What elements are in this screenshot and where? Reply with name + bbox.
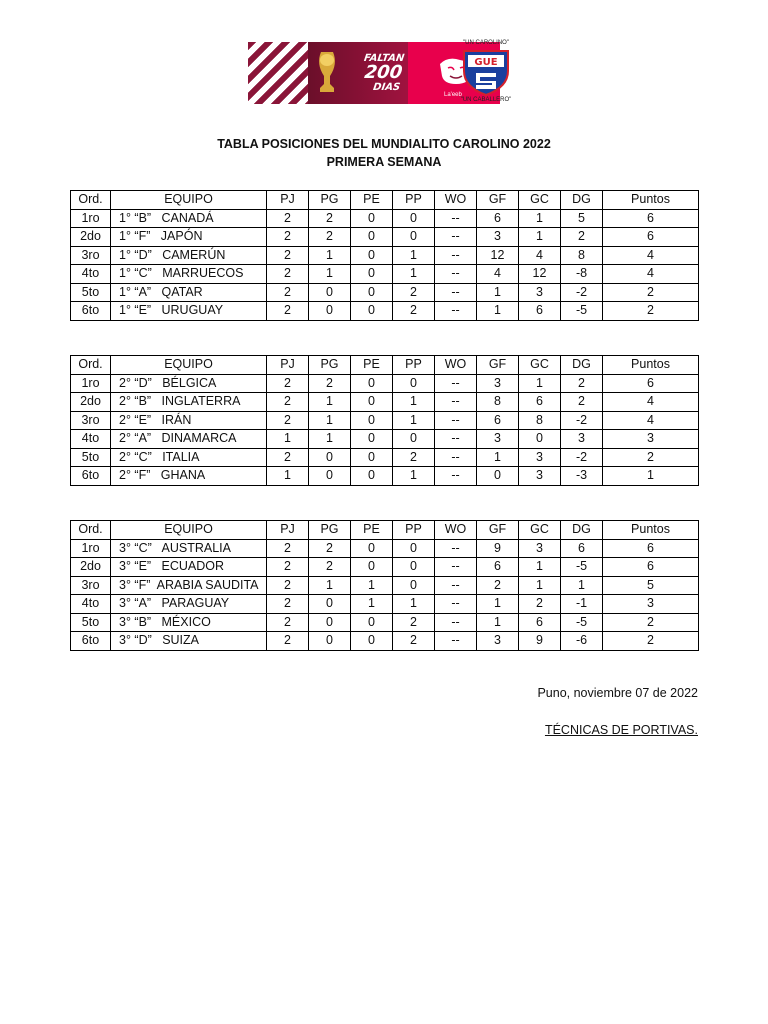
table-cell: 2 [603,302,699,321]
column-header: PG [309,356,351,375]
column-header: WO [435,356,477,375]
table-cell: 2 [477,576,519,595]
trophy-icon [314,50,340,94]
table-row [71,411,699,430]
table-cell: 2 [309,209,351,228]
table-cell: 3 [519,283,561,302]
table-cell: 6to [71,632,111,651]
team-cell: 2° “E” IRÁN [111,411,267,430]
table-cell: -- [435,558,477,577]
table-row [71,302,699,321]
table-row [71,374,699,393]
table-cell: 0 [351,228,393,247]
table-cell: 1 [309,265,351,284]
table-cell: 1 [477,595,519,614]
table-cell: 2 [309,539,351,558]
countdown-small: FALTAN [363,53,405,64]
table-row [71,632,699,651]
table-cell: -5 [561,613,603,632]
table-row [71,448,699,467]
table-cell: -- [435,467,477,486]
standings-table-1 [70,190,699,321]
table-cell: 0 [393,374,435,393]
table-cell: 2 [561,374,603,393]
table-row [71,283,699,302]
table-cell: 4to [71,430,111,449]
column-header: GF [477,356,519,375]
table-cell: 0 [309,613,351,632]
table-cell: 3 [477,374,519,393]
table-cell: 2 [267,448,309,467]
table-cell: 1 [477,283,519,302]
table-cell: -- [435,430,477,449]
table-cell: 1 [519,228,561,247]
team-cell: 3° “C” AUSTRALIA [111,539,267,558]
column-header: PE [351,521,393,540]
table-cell: 3 [477,228,519,247]
table-row [71,209,699,228]
table-cell: 2 [393,302,435,321]
table-cell: 2 [267,613,309,632]
table-cell: 4 [477,265,519,284]
table-cell: 0 [309,283,351,302]
table-cell: -3 [561,467,603,486]
table-cell: -1 [561,595,603,614]
table-cell: 0 [393,576,435,595]
table-cell: 6 [519,393,561,412]
table-cell: 8 [477,393,519,412]
table-cell: 2 [393,632,435,651]
team-cell: 1° “E” URUGUAY [111,302,267,321]
table-cell: 6 [603,558,699,577]
table-cell: 0 [309,595,351,614]
table-cell: 1 [309,430,351,449]
table-cell: 6 [603,539,699,558]
table-cell: 2 [267,246,309,265]
column-header: GC [519,521,561,540]
table-cell: 2 [393,448,435,467]
table-cell: -- [435,265,477,284]
table-cell: 9 [519,632,561,651]
mascot-name: La'eeb [444,92,462,98]
team-cell: 1° “F” JAPÓN [111,228,267,247]
table-cell: 0 [351,467,393,486]
table-cell: 5 [561,209,603,228]
crest-bottom-motto: "UN CABALLERO" [460,97,512,103]
table-cell: 1 [267,430,309,449]
table-cell: 9 [477,539,519,558]
table-cell: 2 [309,228,351,247]
header-row [71,521,699,540]
table-cell: 2 [267,374,309,393]
table-cell: 2 [393,283,435,302]
table-cell: 2do [71,558,111,577]
column-header: PP [393,521,435,540]
table-cell: -5 [561,302,603,321]
table-cell: 2 [267,632,309,651]
table-cell: 3 [561,430,603,449]
column-header: Ord. [71,356,111,375]
table-cell: 2 [267,558,309,577]
shield-icon [460,47,512,97]
header-row [71,356,699,375]
team-cell: 2° “C” ITALIA [111,448,267,467]
table-cell: 1 [351,595,393,614]
school-crest [455,40,517,108]
table-cell: 0 [309,632,351,651]
table-cell: 1 [393,595,435,614]
table-cell: -- [435,632,477,651]
column-header: Ord. [71,191,111,210]
column-header: EQUIPO [111,356,267,375]
team-cell: 2° “B” INGLATERRA [111,393,267,412]
table-cell: 1ro [71,539,111,558]
table-cell: -8 [561,265,603,284]
countdown-number: 200 [363,62,404,83]
column-header: GC [519,191,561,210]
table-cell: -2 [561,448,603,467]
header-row [71,191,699,210]
column-header: Puntos [603,521,699,540]
table-cell: 2do [71,228,111,247]
table-cell: 0 [393,228,435,247]
crest-top-motto: "UN CAROLINO" [463,40,509,46]
table-cell: 6to [71,302,111,321]
table-cell: 0 [351,283,393,302]
team-cell: 1° “D” CAMERÚN [111,246,267,265]
table-cell: 2 [267,539,309,558]
signature: TÉCNICAS DE PORTIVAS. [544,723,698,737]
column-header: DG [561,356,603,375]
table-cell: 2 [561,228,603,247]
table-cell: -- [435,539,477,558]
table-cell: 1 [519,374,561,393]
table-cell: 0 [351,448,393,467]
table-row [71,265,699,284]
table-cell: -- [435,411,477,430]
table-cell: 2 [267,393,309,412]
table-cell: 0 [309,448,351,467]
table-cell: 4 [519,246,561,265]
table-cell: 4to [71,265,111,284]
column-header: Puntos [603,191,699,210]
table-cell: -2 [561,283,603,302]
table-cell: 6 [477,209,519,228]
table-row [71,393,699,412]
table-cell: 1 [603,467,699,486]
table-cell: 3 [519,448,561,467]
table-cell: -2 [561,411,603,430]
table-cell: 6 [519,613,561,632]
table-cell: -- [435,393,477,412]
table-cell: 0 [393,539,435,558]
column-header: PJ [267,521,309,540]
team-cell: 1° “C” MARRUECOS [111,265,267,284]
column-header: PE [351,356,393,375]
table-row [71,246,699,265]
table-cell: 1 [477,448,519,467]
table-cell: -- [435,595,477,614]
table-cell: 0 [351,246,393,265]
table-cell: 2 [267,228,309,247]
table-row [71,613,699,632]
crest-letters: GUE [474,57,498,68]
table-cell: 3 [519,539,561,558]
table-cell: 6 [477,411,519,430]
table-cell: -6 [561,632,603,651]
table-cell: 2 [561,393,603,412]
table-cell: 2 [603,283,699,302]
column-header: DG [561,521,603,540]
table-cell: 3 [603,430,699,449]
standings-table-3 [70,520,699,651]
table-cell: -- [435,209,477,228]
column-header: PJ [267,356,309,375]
table-cell: 3 [477,632,519,651]
team-cell: 2° “D” BÉLGICA [111,374,267,393]
table-cell: 2 [603,632,699,651]
table-cell: 2 [267,411,309,430]
table-cell: 0 [309,467,351,486]
column-header: PJ [267,191,309,210]
table-cell: 2 [267,576,309,595]
table-cell: 0 [309,302,351,321]
column-header: WO [435,191,477,210]
team-cell: 1° “B” CANADÁ [111,209,267,228]
table-cell: 1 [477,613,519,632]
document-title: TABLA POSICIONES DEL MUNDIALITO CAROLINO 2022 [217,137,551,151]
column-header: WO [435,521,477,540]
table-cell: -- [435,302,477,321]
table-cell: 2 [267,595,309,614]
column-header: PE [351,191,393,210]
table-cell: 1 [477,302,519,321]
table-cell: 0 [351,265,393,284]
table-cell: 1 [393,467,435,486]
place-date: Puno, noviembre 07 de 2022 [537,686,698,700]
table-cell: 1 [309,246,351,265]
table-cell: 6 [477,558,519,577]
table-cell: 4 [603,265,699,284]
table-cell: -5 [561,558,603,577]
table-cell: 0 [519,430,561,449]
table-cell: 0 [477,467,519,486]
table-cell: 2 [393,613,435,632]
table-cell: 2 [603,448,699,467]
table-cell: 0 [393,558,435,577]
table-cell: 1 [393,246,435,265]
table-cell: 2 [267,209,309,228]
table-cell: -- [435,246,477,265]
team-cell: 3° “D” SUIZA [111,632,267,651]
qatar-flag-pattern [248,42,308,104]
table-cell: 1 [519,576,561,595]
team-cell: 3° “F” ARABIA SAUDITA [111,576,267,595]
column-header: DG [561,191,603,210]
team-cell: 2° “F” GHANA [111,467,267,486]
table-row [71,430,699,449]
table-cell: -- [435,283,477,302]
column-header: PP [393,191,435,210]
table-cell: 6to [71,467,111,486]
team-cell: 3° “B” MÉXICO [111,613,267,632]
table-cell: 6 [561,539,603,558]
table-cell: 1 [393,265,435,284]
team-cell: 3° “E” ECUADOR [111,558,267,577]
table-cell: 6 [603,374,699,393]
table-cell: -- [435,448,477,467]
table-cell: 0 [351,374,393,393]
table-cell: 1ro [71,374,111,393]
column-header: GC [519,356,561,375]
table-cell: 3ro [71,246,111,265]
table-cell: 1 [351,576,393,595]
table-cell: 1 [267,467,309,486]
table-cell: 6 [603,209,699,228]
table-cell: 1 [519,558,561,577]
table-cell: 1ro [71,209,111,228]
table-row [71,558,699,577]
table-cell: 12 [477,246,519,265]
table-cell: 2 [309,374,351,393]
column-header: GF [477,191,519,210]
column-header: GF [477,521,519,540]
table-row [71,595,699,614]
table-cell: 0 [393,430,435,449]
table-cell: -- [435,228,477,247]
team-cell: 3° “A” PARAGUAY [111,595,267,614]
table-cell: 0 [393,209,435,228]
table-cell: 8 [519,411,561,430]
table-cell: 2 [309,558,351,577]
team-cell: 2° “A” DINAMARCA [111,430,267,449]
table-cell: -- [435,613,477,632]
table-cell: 3 [519,467,561,486]
countdown-poster [308,42,408,104]
table-cell: 1 [519,209,561,228]
table-cell: 2 [267,302,309,321]
countdown-unit: DIAS [372,82,401,93]
table-cell: 1 [393,393,435,412]
table-cell: 0 [351,302,393,321]
table-cell: 0 [351,430,393,449]
table-cell: 1 [309,393,351,412]
team-cell: 1° “A” QATAR [111,283,267,302]
table-cell: 5to [71,613,111,632]
document-subtitle: PRIMERA SEMANA [326,155,442,169]
column-header: Puntos [603,356,699,375]
column-header: Ord. [71,521,111,540]
table-cell: 0 [351,539,393,558]
table-cell: 2 [267,265,309,284]
table-cell: 2 [267,283,309,302]
table-cell: 5to [71,448,111,467]
column-header: EQUIPO [111,521,267,540]
table-cell: 12 [519,265,561,284]
table-cell: 4 [603,246,699,265]
table-cell: 1 [393,411,435,430]
table-row [71,228,699,247]
table-cell: 1 [309,411,351,430]
table-row [71,467,699,486]
table-cell: 1 [309,576,351,595]
table-cell: 2 [603,613,699,632]
table-cell: 6 [603,228,699,247]
table-cell: 0 [351,632,393,651]
table-cell: 3 [603,595,699,614]
countdown-text [359,53,405,93]
table-cell: 5 [603,576,699,595]
column-header: PG [309,191,351,210]
table-row [71,576,699,595]
column-header: PG [309,521,351,540]
table-cell: 0 [351,393,393,412]
table-cell: 4 [603,411,699,430]
table-cell: -- [435,576,477,595]
table-cell: 3ro [71,411,111,430]
column-header: EQUIPO [111,191,267,210]
table-cell: 0 [351,411,393,430]
standings-table-2 [70,355,699,486]
table-cell: 0 [351,613,393,632]
table-row [71,539,699,558]
table-cell: 3ro [71,576,111,595]
column-header: PP [393,356,435,375]
table-cell: 4 [603,393,699,412]
table-cell: -- [435,374,477,393]
table-cell: 4to [71,595,111,614]
table-cell: 8 [561,246,603,265]
table-cell: 0 [351,558,393,577]
table-cell: 2do [71,393,111,412]
table-cell: 6 [519,302,561,321]
table-cell: 1 [561,576,603,595]
table-cell: 3 [477,430,519,449]
table-cell: 2 [519,595,561,614]
table-cell: 0 [351,209,393,228]
table-cell: 5to [71,283,111,302]
